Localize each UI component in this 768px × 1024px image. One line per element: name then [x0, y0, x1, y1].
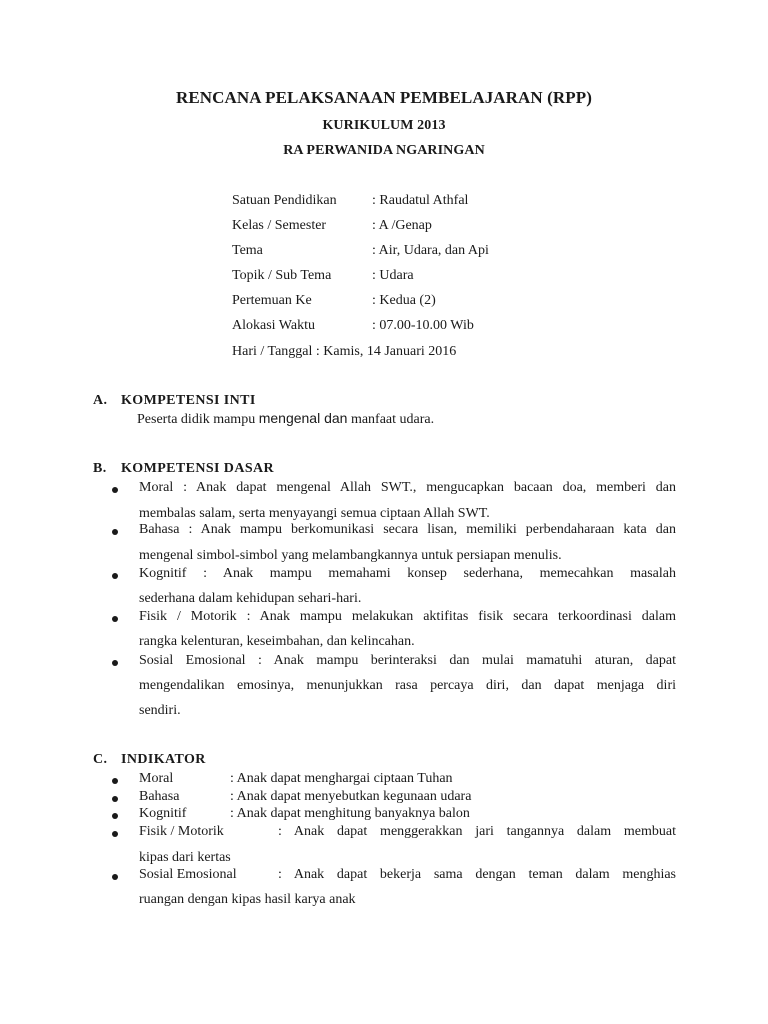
- indikator-label: Sosial Emosional: [139, 867, 237, 882]
- bullet-icon: [112, 778, 118, 784]
- section-number: A.: [93, 393, 108, 408]
- indikator-label: Kognitif: [139, 806, 187, 821]
- curriculum-heading: KURIKULUM 2013: [322, 118, 446, 133]
- section-title: KOMPETENSI DASAR: [121, 461, 275, 476]
- list-item-text: sederhana dalam kehidupan sehari-hari.: [139, 591, 362, 606]
- bullet-icon: [112, 487, 118, 493]
- info-value: : Raudatul Athfal: [372, 193, 469, 208]
- info-label: Satuan Pendidikan: [232, 193, 337, 208]
- bullet-icon: [112, 616, 118, 622]
- bullet-icon: [112, 874, 118, 880]
- info-value: : A /Genap: [372, 218, 432, 233]
- section-number: B.: [93, 461, 107, 476]
- info-label: Tema: [232, 243, 263, 258]
- section-title: INDIKATOR: [121, 752, 206, 767]
- list-item-text: mengenal simbol-simbol yang melambangkannya untuk persiapan menulis.: [139, 548, 562, 563]
- indikator-label: Fisik / Motorik: [139, 824, 224, 839]
- info-value: : Kedua (2): [372, 293, 436, 308]
- info-label: Kelas / Semester: [232, 218, 327, 233]
- info-value: : Air, Udara, dan Api: [372, 243, 489, 258]
- indikator-value: : Anak dapat menggerakkan jari tangannya dalam membuat: [278, 824, 676, 839]
- list-item-text: Sosial Emosional : Anak mampu berinteraksi dan mulai mamatuhi aturan, dapat: [139, 653, 676, 668]
- bullet-icon: [112, 831, 118, 837]
- list-item-text: mengendalikan emosinya, menunjukkan rasa percaya diri, dan dapat menjaga diri: [139, 678, 676, 693]
- indikator-value: : Anak dapat menghargai ciptaan Tuhan: [230, 771, 453, 786]
- school-heading: RA PERWANIDA NGARINGAN: [283, 143, 485, 158]
- list-item-text: Fisik / Motorik : Anak mampu melakukan aktifitas fisik secara terkoordinasi dalam: [139, 609, 676, 624]
- info-label: Alokasi Waktu: [232, 318, 315, 333]
- list-item-text: sendiri.: [139, 703, 181, 718]
- section-title: KOMPETENSI INTI: [121, 393, 256, 408]
- info-date: Hari / Tanggal : Kamis, 14 Januari 2016: [232, 344, 457, 359]
- indikator-value: : Anak dapat menyebutkan kegunaan udara: [230, 789, 472, 804]
- section-heading-c: [93, 752, 206, 768]
- info-value: : 07.00-10.00 Wib: [372, 318, 474, 333]
- indikator-value: : Anak dapat bekerja sama dengan teman dalam menghias: [278, 867, 676, 882]
- list-item-text: rangka kelenturan, keseimbahan, dan kelincahan.: [139, 634, 415, 649]
- list-item-text: Moral : Anak dapat mengenal Allah SWT., mengucapkan bacaan doa, memberi dan: [139, 480, 676, 495]
- bullet-icon: [112, 796, 118, 802]
- info-value: : Udara: [372, 268, 414, 283]
- indikator-label: Bahasa: [139, 789, 180, 804]
- info-label: Topik / Sub Tema: [232, 268, 332, 283]
- indikator-label: Moral: [139, 771, 174, 786]
- list-item-text: Kognitif : Anak mampu memahami konsep sederhana, memecahkan masalah: [139, 566, 676, 581]
- document-title: RENCANA PELAKSANAAN PEMBELAJARAN (RPP): [175, 88, 593, 107]
- bullet-icon: [112, 573, 118, 579]
- list-item-text: Bahasa : Anak mampu berkomunikasi secara lisan, memiliki perbendaharaan kata dan: [139, 522, 676, 537]
- kompetensi-inti-text: [137, 410, 434, 428]
- ki-text-part: mengenal dan: [258, 410, 348, 426]
- indikator-continuation: kipas dari kertas: [139, 850, 231, 865]
- info-label: Pertemuan Ke: [232, 293, 312, 308]
- ki-text-part: Peserta didik mampu: [137, 412, 259, 427]
- bullet-icon: [112, 529, 118, 535]
- list-item-text: membalas salam, serta menyayangi semua ciptaan Allah SWT.: [139, 506, 490, 521]
- ki-text-part: manfaat udara.: [347, 412, 435, 427]
- bullet-icon: [112, 813, 118, 819]
- indikator-value: : Anak dapat menghitung banyaknya balon: [230, 806, 470, 821]
- section-heading-b: [93, 461, 274, 477]
- section-number: C.: [93, 752, 108, 767]
- bullet-icon: [112, 660, 118, 666]
- section-heading-a: [93, 393, 256, 409]
- indikator-continuation: ruangan dengan kipas hasil karya anak: [139, 892, 356, 907]
